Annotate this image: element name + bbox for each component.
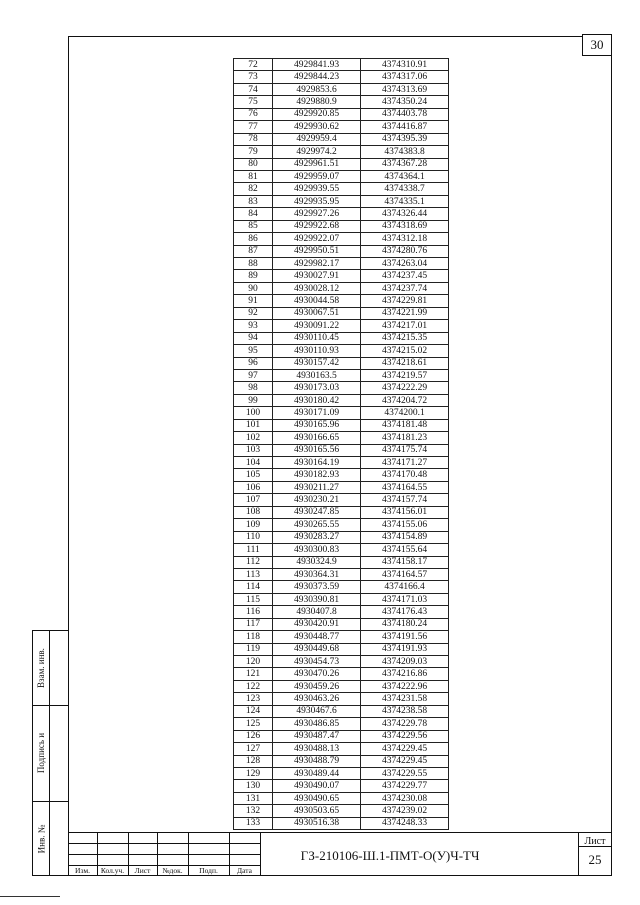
point-number-cell: 86 [234, 233, 273, 245]
table-row [234, 407, 449, 419]
x-coordinate-cell: 4929939.55 [273, 183, 361, 195]
y-coordinate-cell: 4374216.86 [361, 668, 449, 680]
point-number-cell: 116 [234, 606, 273, 618]
y-coordinate-cell: 4374221.99 [361, 307, 449, 319]
table-row [234, 506, 449, 518]
table-row [234, 394, 449, 406]
y-coordinate-cell: 4374156.01 [361, 506, 449, 518]
table-row [234, 469, 449, 481]
point-number-cell: 92 [234, 307, 273, 319]
side-label-inv-number: Инв. № [36, 824, 46, 854]
y-coordinate-cell: 4374280.76 [361, 245, 449, 257]
point-number-cell: 114 [234, 581, 273, 593]
point-number-cell: 132 [234, 805, 273, 817]
table-row [234, 631, 449, 643]
point-number-cell: 107 [234, 494, 273, 506]
footer-rule [0, 896, 60, 897]
point-number-cell: 94 [234, 332, 273, 344]
y-coordinate-cell: 4374171.27 [361, 457, 449, 469]
x-coordinate-cell: 4930110.45 [273, 332, 361, 344]
y-coordinate-cell: 4374171.03 [361, 593, 449, 605]
x-coordinate-cell: 4930247.85 [273, 506, 361, 518]
table-row [234, 457, 449, 469]
point-number-cell: 78 [234, 133, 273, 145]
x-coordinate-cell: 4930364.31 [273, 568, 361, 580]
point-number-cell: 117 [234, 618, 273, 630]
column-label-signature: Подп. [199, 866, 218, 875]
y-coordinate-cell: 4374229.81 [361, 295, 449, 307]
point-number-cell: 115 [234, 593, 273, 605]
point-number-cell: 108 [234, 506, 273, 518]
point-number-cell: 82 [234, 183, 273, 195]
y-coordinate-cell: 4374217.01 [361, 320, 449, 332]
table-row [234, 170, 449, 182]
y-coordinate-cell: 4374218.61 [361, 357, 449, 369]
table-row [234, 606, 449, 618]
table-row [234, 208, 449, 220]
y-coordinate-cell: 4374154.89 [361, 531, 449, 543]
y-coordinate-cell: 4374318.69 [361, 220, 449, 232]
sheet-label: Лист [584, 836, 606, 847]
table-row [234, 556, 449, 568]
y-coordinate-cell: 4374215.35 [361, 332, 449, 344]
x-coordinate-cell: 4930091.22 [273, 320, 361, 332]
x-coordinate-cell: 4930420.91 [273, 618, 361, 630]
sheet-value: 25 [588, 852, 602, 867]
point-number-cell: 104 [234, 457, 273, 469]
point-number-cell: 105 [234, 469, 273, 481]
x-coordinate-cell: 4930449.68 [273, 643, 361, 655]
x-coordinate-cell: 4929982.17 [273, 258, 361, 270]
point-number-cell: 130 [234, 780, 273, 792]
x-coordinate-cell: 4929974.2 [273, 146, 361, 158]
point-number-cell: 89 [234, 270, 273, 282]
table-row [234, 146, 449, 158]
y-coordinate-cell: 4374209.03 [361, 656, 449, 668]
point-number-cell: 106 [234, 481, 273, 493]
point-number-cell: 100 [234, 407, 273, 419]
table-row [234, 245, 449, 257]
y-coordinate-cell: 4374222.29 [361, 382, 449, 394]
point-number-cell: 109 [234, 519, 273, 531]
x-coordinate-cell: 4929961.51 [273, 158, 361, 170]
point-number-cell: 84 [234, 208, 273, 220]
point-number-cell: 121 [234, 668, 273, 680]
table-row [234, 96, 449, 108]
point-number-cell: 133 [234, 817, 273, 829]
point-number-cell: 123 [234, 693, 273, 705]
table-row [234, 121, 449, 133]
y-coordinate-cell: 4374191.93 [361, 643, 449, 655]
table-row [234, 581, 449, 593]
coordinates-table [233, 58, 449, 830]
table-row [234, 680, 449, 692]
table-row [234, 382, 449, 394]
table-row [234, 233, 449, 245]
table-row [234, 544, 449, 556]
side-label-replace-inv: Взам. инв. [36, 648, 47, 688]
y-coordinate-cell: 4374222.96 [361, 680, 449, 692]
point-number-cell: 128 [234, 755, 273, 767]
point-number-cell: 83 [234, 195, 273, 207]
y-coordinate-cell: 4374263.04 [361, 258, 449, 270]
point-number-cell: 97 [234, 369, 273, 381]
x-coordinate-cell: 4930044.58 [273, 295, 361, 307]
point-number-cell: 103 [234, 444, 273, 456]
y-coordinate-cell: 4374157.74 [361, 494, 449, 506]
table-row [234, 71, 449, 83]
x-coordinate-cell: 4929841.93 [273, 59, 361, 71]
point-number-cell: 95 [234, 345, 273, 357]
x-coordinate-cell: 4930166.65 [273, 432, 361, 444]
x-coordinate-cell: 4930028.12 [273, 282, 361, 294]
x-coordinate-cell: 4929935.95 [273, 195, 361, 207]
x-coordinate-cell: 4930165.56 [273, 444, 361, 456]
table-row [234, 195, 449, 207]
table-row [234, 108, 449, 120]
x-coordinate-cell: 4930165.96 [273, 419, 361, 431]
column-label-doc-no: №док. [162, 866, 183, 875]
point-number-cell: 99 [234, 394, 273, 406]
y-coordinate-cell: 4374403.78 [361, 108, 449, 120]
x-coordinate-cell: 4930373.59 [273, 581, 361, 593]
y-coordinate-cell: 4374181.23 [361, 432, 449, 444]
x-coordinate-cell: 4929853.6 [273, 83, 361, 95]
x-coordinate-cell: 4930027.91 [273, 270, 361, 282]
x-coordinate-cell: 4930300.83 [273, 544, 361, 556]
point-number-cell: 73 [234, 71, 273, 83]
y-coordinate-cell: 4374335.1 [361, 195, 449, 207]
point-number-cell: 127 [234, 743, 273, 755]
x-coordinate-cell: 4930110.93 [273, 345, 361, 357]
point-number-cell: 124 [234, 705, 273, 717]
point-number-cell: 129 [234, 767, 273, 779]
table-row [234, 345, 449, 357]
point-number-cell: 98 [234, 382, 273, 394]
table-row [234, 593, 449, 605]
table-row [234, 357, 449, 369]
y-coordinate-cell: 4374326.44 [361, 208, 449, 220]
y-coordinate-cell: 4374230.08 [361, 792, 449, 804]
x-coordinate-cell: 4929922.68 [273, 220, 361, 232]
y-coordinate-cell: 4374158.17 [361, 556, 449, 568]
column-label-list: Лист [134, 866, 151, 875]
table-row [234, 780, 449, 792]
y-coordinate-cell: 4374310.91 [361, 59, 449, 71]
y-coordinate-cell: 4374176.43 [361, 606, 449, 618]
x-coordinate-cell: 4930459.26 [273, 680, 361, 692]
table-row [234, 295, 449, 307]
point-number-cell: 118 [234, 631, 273, 643]
x-coordinate-cell: 4930180.42 [273, 394, 361, 406]
x-coordinate-cell: 4930182.93 [273, 469, 361, 481]
y-coordinate-cell: 4374229.45 [361, 755, 449, 767]
point-number-cell: 111 [234, 544, 273, 556]
x-coordinate-cell: 4930324.9 [273, 556, 361, 568]
y-coordinate-cell: 4374204.72 [361, 394, 449, 406]
table-row [234, 332, 449, 344]
table-row [234, 270, 449, 282]
table-row [234, 220, 449, 232]
y-coordinate-cell: 4374215.02 [361, 345, 449, 357]
point-number-cell: 88 [234, 258, 273, 270]
point-number-cell: 126 [234, 730, 273, 742]
coordinates-table-body [234, 59, 449, 830]
x-coordinate-cell: 4930164.19 [273, 457, 361, 469]
y-coordinate-cell: 4374350.24 [361, 96, 449, 108]
point-number-cell: 125 [234, 718, 273, 730]
x-coordinate-cell: 4930173.03 [273, 382, 361, 394]
x-coordinate-cell: 4930265.55 [273, 519, 361, 531]
y-coordinate-cell: 4374180.24 [361, 618, 449, 630]
y-coordinate-cell: 4374248.33 [361, 817, 449, 829]
column-label-date: Дата [237, 866, 252, 875]
point-number-cell: 72 [234, 59, 273, 71]
y-coordinate-cell: 4374383.8 [361, 146, 449, 158]
table-row [234, 618, 449, 630]
x-coordinate-cell: 4929927.26 [273, 208, 361, 220]
column-label-izm: Изм. [75, 866, 90, 875]
x-coordinate-cell: 4930503.65 [273, 805, 361, 817]
y-coordinate-cell: 4374164.57 [361, 568, 449, 580]
x-coordinate-cell: 4930448.77 [273, 631, 361, 643]
y-coordinate-cell: 4374237.74 [361, 282, 449, 294]
point-number-cell: 87 [234, 245, 273, 257]
x-coordinate-cell: 4930283.27 [273, 531, 361, 543]
y-coordinate-cell: 4374229.78 [361, 718, 449, 730]
x-coordinate-cell: 4930470.26 [273, 668, 361, 680]
y-coordinate-cell: 4374395.39 [361, 133, 449, 145]
x-coordinate-cell: 4930516.38 [273, 817, 361, 829]
table-row [234, 183, 449, 195]
table-row [234, 282, 449, 294]
table-row [234, 481, 449, 493]
x-coordinate-cell: 4929920.85 [273, 108, 361, 120]
sheet-number: 30 [582, 34, 612, 56]
point-number-cell: 76 [234, 108, 273, 120]
y-coordinate-cell: 4374231.58 [361, 693, 449, 705]
document-code: ГЗ-210106-Ш.1-ПМТ-О(У)Ч-ТЧ [300, 848, 480, 863]
table-row [234, 258, 449, 270]
table-row [234, 705, 449, 717]
x-coordinate-cell: 4930486.85 [273, 718, 361, 730]
point-number-cell: 80 [234, 158, 273, 170]
x-coordinate-cell: 4929930.62 [273, 121, 361, 133]
table-row [234, 307, 449, 319]
table-row [234, 158, 449, 170]
point-number-cell: 122 [234, 680, 273, 692]
y-coordinate-cell: 4374219.57 [361, 369, 449, 381]
table-row [234, 805, 449, 817]
table-row [234, 444, 449, 456]
table-row [234, 718, 449, 730]
point-number-cell: 113 [234, 568, 273, 580]
table-row [234, 531, 449, 543]
y-coordinate-cell: 4374367.28 [361, 158, 449, 170]
table-row [234, 568, 449, 580]
y-coordinate-cell: 4374238.58 [361, 705, 449, 717]
x-coordinate-cell: 4930163.5 [273, 369, 361, 381]
table-row [234, 755, 449, 767]
point-number-cell: 112 [234, 556, 273, 568]
x-coordinate-cell: 4930211.27 [273, 481, 361, 493]
table-row [234, 693, 449, 705]
side-label-signature: Подпись и [36, 732, 46, 774]
table-row [234, 668, 449, 680]
y-coordinate-cell: 4374200.1 [361, 407, 449, 419]
x-coordinate-cell: 4930489.44 [273, 767, 361, 779]
y-coordinate-cell: 4374166.4 [361, 581, 449, 593]
table-row [234, 494, 449, 506]
column-label-kol-uch: Кол.уч. [100, 866, 125, 875]
x-coordinate-cell: 4930490.65 [273, 792, 361, 804]
table-row [234, 59, 449, 71]
y-coordinate-cell: 4374229.45 [361, 743, 449, 755]
table-row [234, 432, 449, 444]
x-coordinate-cell: 4930171.09 [273, 407, 361, 419]
point-number-cell: 131 [234, 792, 273, 804]
point-number-cell: 101 [234, 419, 273, 431]
table-row [234, 730, 449, 742]
y-coordinate-cell: 4374164.55 [361, 481, 449, 493]
table-row [234, 369, 449, 381]
y-coordinate-cell: 4374181.48 [361, 419, 449, 431]
point-number-cell: 91 [234, 295, 273, 307]
point-number-cell: 90 [234, 282, 273, 294]
table-row [234, 519, 449, 531]
point-number-cell: 96 [234, 357, 273, 369]
y-coordinate-cell: 4374364.1 [361, 170, 449, 182]
x-coordinate-cell: 4930490.07 [273, 780, 361, 792]
y-coordinate-cell: 4374155.64 [361, 544, 449, 556]
y-coordinate-cell: 4374191.56 [361, 631, 449, 643]
x-coordinate-cell: 4929950.51 [273, 245, 361, 257]
x-coordinate-cell: 4930454.73 [273, 656, 361, 668]
x-coordinate-cell: 4929880.9 [273, 96, 361, 108]
point-number-cell: 81 [234, 170, 273, 182]
x-coordinate-cell: 4930157.42 [273, 357, 361, 369]
point-number-cell: 102 [234, 432, 273, 444]
point-number-cell: 77 [234, 121, 273, 133]
y-coordinate-cell: 4374239.02 [361, 805, 449, 817]
x-coordinate-cell: 4930487.47 [273, 730, 361, 742]
x-coordinate-cell: 4929959.4 [273, 133, 361, 145]
y-coordinate-cell: 4374229.56 [361, 730, 449, 742]
y-coordinate-cell: 4374155.06 [361, 519, 449, 531]
y-coordinate-cell: 4374313.69 [361, 83, 449, 95]
x-coordinate-cell: 4930067.51 [273, 307, 361, 319]
x-coordinate-cell: 4930488.13 [273, 743, 361, 755]
y-coordinate-cell: 4374175.74 [361, 444, 449, 456]
table-row [234, 743, 449, 755]
point-number-cell: 85 [234, 220, 273, 232]
point-number-cell: 120 [234, 656, 273, 668]
point-number-cell: 110 [234, 531, 273, 543]
point-number-cell: 119 [234, 643, 273, 655]
y-coordinate-cell: 4374229.77 [361, 780, 449, 792]
y-coordinate-cell: 4374229.55 [361, 767, 449, 779]
y-coordinate-cell: 4374170.48 [361, 469, 449, 481]
x-coordinate-cell: 4929922.07 [273, 233, 361, 245]
point-number-cell: 75 [234, 96, 273, 108]
table-row [234, 83, 449, 95]
x-coordinate-cell: 4930390.81 [273, 593, 361, 605]
x-coordinate-cell: 4930488.79 [273, 755, 361, 767]
table-row [234, 656, 449, 668]
x-coordinate-cell: 4929959.07 [273, 170, 361, 182]
x-coordinate-cell: 4930407.8 [273, 606, 361, 618]
x-coordinate-cell: 4930463.26 [273, 693, 361, 705]
y-coordinate-cell: 4374416.87 [361, 121, 449, 133]
x-coordinate-cell: 4930467.6 [273, 705, 361, 717]
table-row [234, 320, 449, 332]
y-coordinate-cell: 4374338.7 [361, 183, 449, 195]
table-row [234, 419, 449, 431]
point-number-cell: 79 [234, 146, 273, 158]
table-row [234, 817, 449, 829]
x-coordinate-cell: 4929844.23 [273, 71, 361, 83]
table-row [234, 767, 449, 779]
x-coordinate-cell: 4930230.21 [273, 494, 361, 506]
y-coordinate-cell: 4374317.06 [361, 71, 449, 83]
table-row [234, 643, 449, 655]
y-coordinate-cell: 4374237.45 [361, 270, 449, 282]
point-number-cell: 93 [234, 320, 273, 332]
side-stamp [32, 630, 68, 876]
y-coordinate-cell: 4374312.18 [361, 233, 449, 245]
table-row [234, 133, 449, 145]
table-row [234, 792, 449, 804]
point-number-cell: 74 [234, 83, 273, 95]
